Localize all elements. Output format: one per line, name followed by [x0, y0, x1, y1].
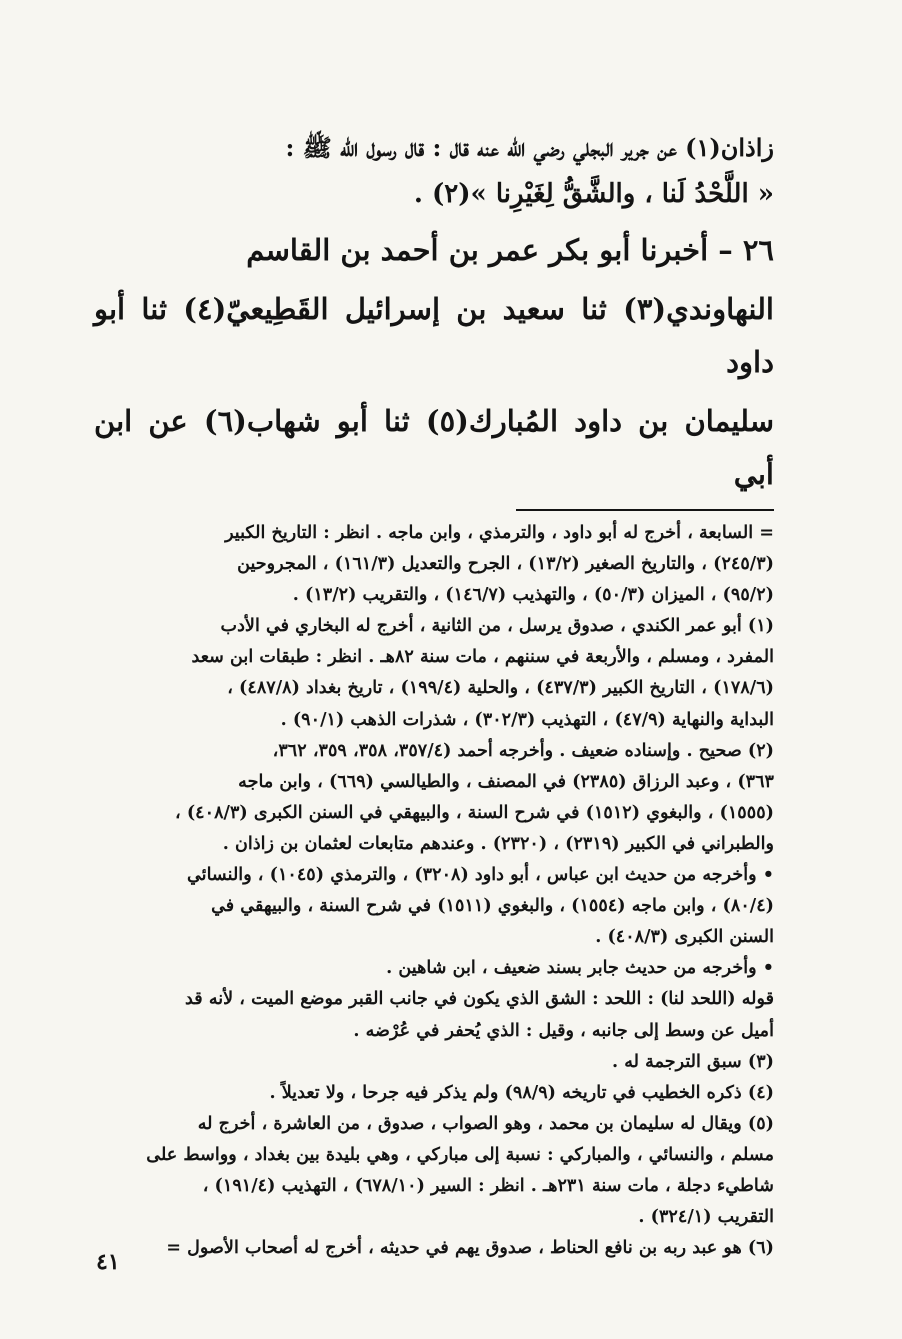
- footnotes: [94, 517, 774, 1263]
- hadith-26-line-1-text: – أخبرنا أبو بكر عمر بن أحمد بن القاسم: [246, 233, 743, 267]
- footnote-line: (٢٤٥/٣) ، والتاريخ الصغير (١٣/٢) ، الجرح والتعديل (١٦١/٣) ، المجروحين: [237, 553, 774, 575]
- footnote-line: (٣) سبق الترجمة له .: [612, 1050, 774, 1072]
- footnote-line: (٢) صحيح . وإسناده ضعيف . وأخرجه أحمد (٣٥٧/٤، ٣٥٨، ٣٥٩، ٣٦٢،: [272, 739, 774, 761]
- footnote-line: ٣٦٣) ، وعبد الرزاق (٢٣٨٥) في المصنف ، والطيالسي (٦٦٩) ، وابن ماجه: [238, 770, 774, 792]
- footnote-line: (١٥٥٥) ، والبغوي (١٥١٢) في شرح السنة ، والبيهقي في السنن الكبرى (٤٠٨/٣) ،: [175, 801, 774, 823]
- footnote-line: مسلم ، والنسائي ، والمباركي : نسبة إلى مباركي ، وهي بليدة بين بغداد ، وواسط على: [146, 1143, 774, 1165]
- footnote-line: (٦) هو عبد ربه بن نافع الحناط ، صدوق يهم في حديثه ، أخرج له أصحاب الأصول =: [166, 1237, 774, 1259]
- footnote-line: = السابعة ، أخرج له أبو داود ، والترمذي ، وابن ماجه . انظر : التاريخ الكبير: [225, 522, 774, 543]
- hadith-number: ٢٦: [742, 233, 774, 267]
- footnote-separator: [516, 509, 774, 511]
- main-line-1: زاذان(١) عن جرير البجلي رضي الله عنه قال : قال رسول الله ﷺ :: [285, 133, 774, 162]
- footnote-line: التقريب (٣٢٤/١) .: [638, 1206, 774, 1228]
- main-text: [94, 124, 774, 501]
- hadith-26-line-3: سليمان بن داود المُبارك(٥) ثنا أبو شهاب(٦) عن ابن أبي: [94, 404, 775, 491]
- footnote-line: المفرد ، ومسلم ، والأربعة في سننهم ، مات سنة ٨٢هـ . انظر : طبقات ابن سعد: [191, 646, 774, 668]
- hadith-quote: « اللَّحْدُ لَنا ، والشَّقُّ لِغَيْرِنا »(٢) .: [413, 179, 774, 209]
- footnote-line: أميل عن وسط إلى جانبه ، وقيل : الذي يُحفر في عُرْضه .: [353, 1019, 774, 1041]
- footnote-line: البداية والنهاية (٤٧/٩) ، التهذيب (٣٠٢/٣) ، شذرات الذهب (٩٠/١) .: [280, 708, 774, 730]
- footnote-line: شاطيء دجلة ، مات سنة ٢٣١هـ . انظر : السير (٦٧٨/١٠) ، التهذيب (١٩١/٤) ،: [202, 1174, 774, 1196]
- footnote-line: السنن الكبرى (٤٠٨/٣) .: [595, 926, 774, 948]
- footnote-line: (٤) ذكره الخطيب في تاريخه (٩٨/٩) ولم يذكر فيه جرحا ، ولا تعديلاً .: [269, 1081, 774, 1103]
- footnote-line: • وأخرجه من حديث جابر بسند ضعيف ، ابن شاهين .: [386, 957, 774, 979]
- footnote-line: (٥) ويقال له سليمان بن محمد ، وهو الصواب ، صدوق ، من العاشرة ، أخرج له: [197, 1112, 774, 1134]
- footnote-line: • وأخرجه من حديث ابن عباس ، أبو داود (٣٢٠٨) ، والترمذي (١٠٤٥) ، والنسائي: [187, 864, 774, 886]
- hadith-26-line-2: النهاوندي(٣) ثنا سعيد بن إسرائيل القَطِيعيّ(٤) ثنا أبو داود: [94, 292, 774, 379]
- hadith-26-line-1: [94, 224, 774, 277]
- footnote-line: (١) أبو عمر الكندي ، صدوق يرسل ، من الثانية ، أخرج له البخاري في الأدب: [220, 615, 774, 637]
- page-number: ٤١: [96, 1249, 120, 1275]
- footnote-line: والطبراني في الكبير (٢٣١٩) ، (٢٣٢٠) . وعندهم متابعات لعثمان بن زاذان .: [222, 832, 774, 854]
- footnote-line: (٨٠/٤) ، وابن ماجه (١٥٥٤) ، والبغوي (١٥١١) في شرح السنة ، والبيهقي في: [211, 895, 774, 917]
- footnote-line: قوله (اللحد لنا) : اللحد : الشق الذي يكون في جانب القبر موضع الميت ، لأنه قد: [185, 988, 774, 1010]
- footnote-line: (٩٥/٢) ، الميزان (٥٠/٣) ، والتهذيب (١٤٦/٧) ، والتقريب (١٣/٢) .: [292, 584, 774, 606]
- page-body: [94, 124, 774, 1263]
- footnote-line: (١٧٨/٦) ، التاريخ الكبير (٤٣٧/٣) ، والحلية (١٩٩/٤) ، تاريخ بغداد (٤٨٧/٨) ،: [227, 677, 774, 699]
